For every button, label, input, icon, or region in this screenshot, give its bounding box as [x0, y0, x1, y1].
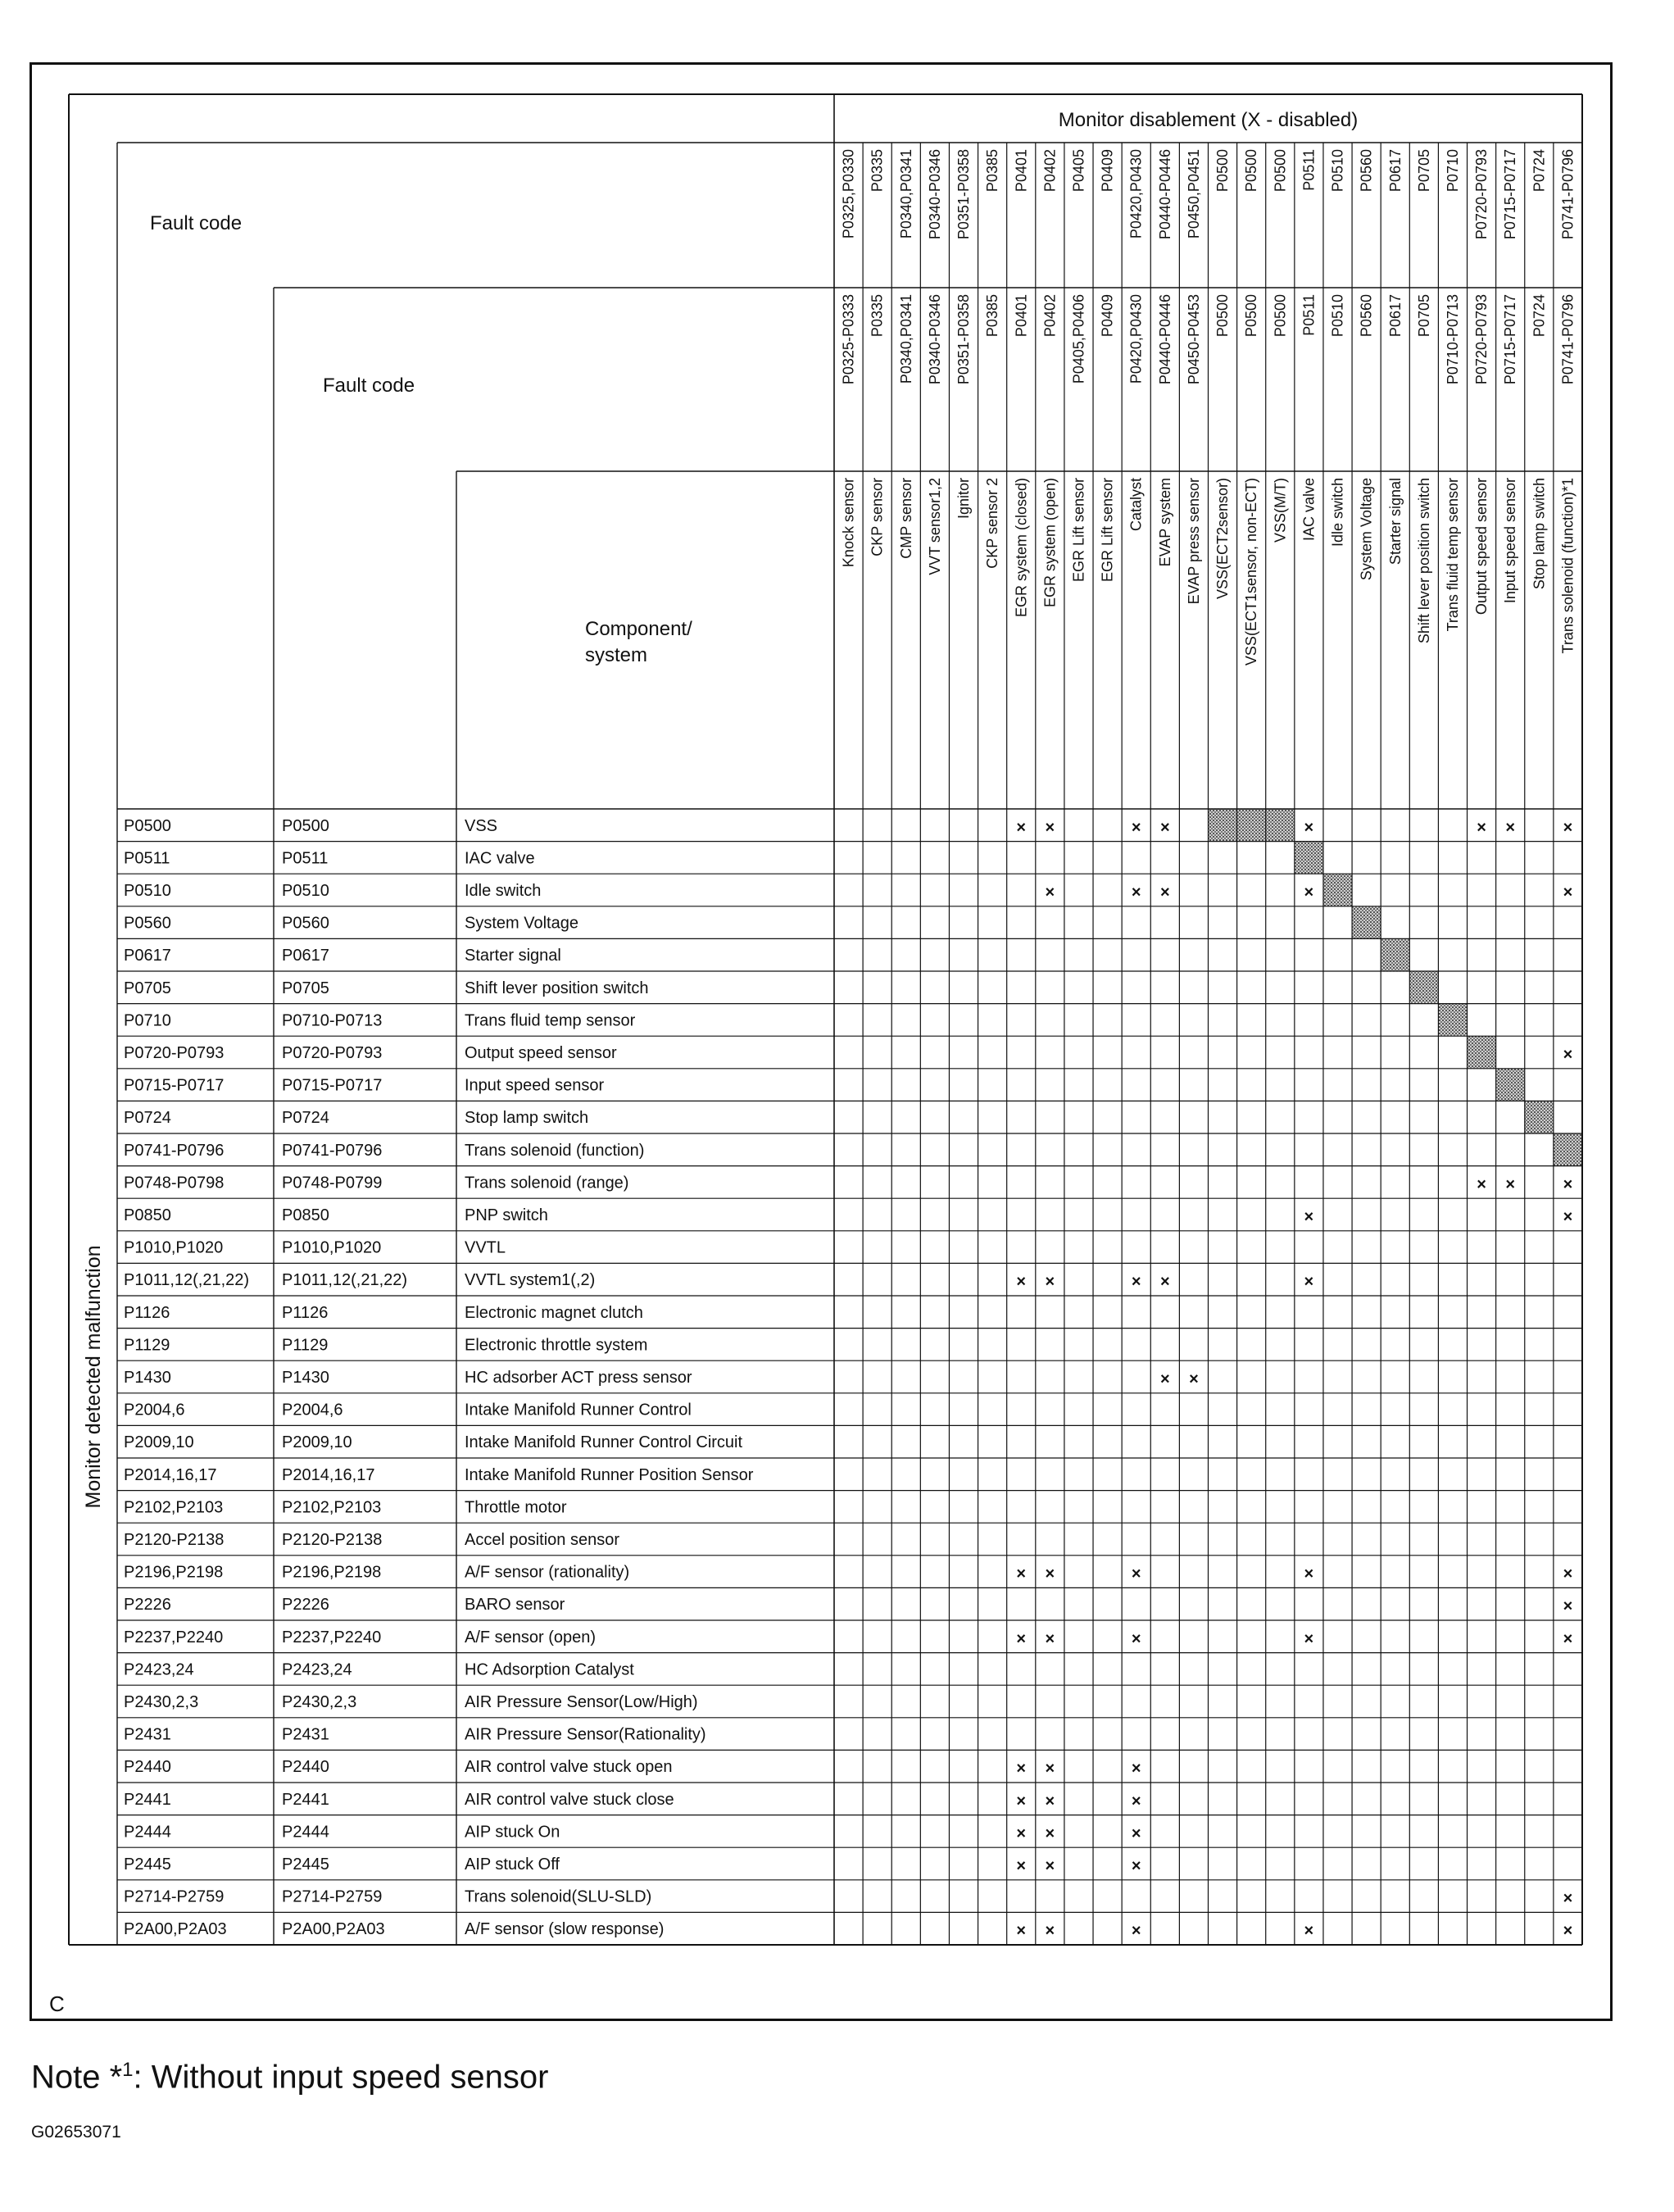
row-code-2: P2226: [282, 1596, 329, 1615]
column-code-2: P0402: [1041, 294, 1059, 338]
row-component: VVTL: [465, 1238, 506, 1257]
column-code-1: P0715-P0717: [1502, 149, 1519, 240]
row-component: Intake Manifold Runner Control: [465, 1401, 692, 1419]
disable-mark: ×: [1563, 1889, 1573, 1908]
disable-mark: ×: [1159, 1273, 1170, 1292]
column-name: Catalyst: [1127, 478, 1145, 532]
column-name: Knock sensor: [840, 478, 857, 568]
disable-mark: ×: [1304, 1922, 1314, 1941]
disable-mark: ×: [1505, 818, 1516, 837]
column-code-1: P0405: [1070, 149, 1087, 193]
row-component: IAC valve: [465, 849, 535, 868]
column-name: IAC valve: [1300, 478, 1318, 542]
frame-letter: C: [49, 1992, 65, 2016]
row-code-2: P2004,6: [282, 1401, 343, 1419]
column-name: EGR Lift sensor: [1099, 478, 1116, 583]
column-code-1: P0335: [869, 149, 886, 193]
row-component: Trans solenoid (function): [465, 1141, 645, 1160]
row-code-1: P0617: [124, 947, 171, 965]
row-code-1: P0511: [124, 849, 170, 868]
column-name: Trans solenoid (function)*1: [1559, 478, 1576, 654]
disable-mark: ×: [1563, 883, 1573, 902]
column-code-2: P0440-P0446: [1156, 294, 1173, 385]
row-component: System Voltage: [465, 914, 578, 933]
column-code-1: P0340-P0346: [926, 149, 943, 240]
column-name: EVAP system: [1156, 478, 1173, 567]
column-name: Ignitor: [955, 478, 973, 520]
row-code-1: P2430,2,3: [124, 1693, 199, 1711]
column-name: EGR system (open): [1041, 478, 1059, 608]
row-component: AIR control valve stuck open: [465, 1758, 673, 1777]
column-code-1: P0351-P0358: [955, 149, 973, 240]
column-code-1: P0401: [1013, 149, 1030, 193]
shaded-cell: [1496, 1069, 1525, 1101]
column-code-2: P0720-P0793: [1473, 294, 1490, 385]
column-name: CKP sensor 2: [984, 478, 1001, 569]
shaded-cell: [1525, 1101, 1554, 1133]
disable-mark: ×: [1045, 1792, 1055, 1810]
row-code-2: P1430: [282, 1369, 329, 1387]
disable-mark: ×: [1131, 1792, 1141, 1810]
disable-mark: ×: [1304, 1565, 1314, 1583]
column-code-1: P0741-P0796: [1559, 149, 1576, 240]
row-code-2: P2120-P2138: [282, 1531, 383, 1549]
row-component: BARO sensor: [465, 1596, 565, 1615]
row-code-1: P2423,24: [124, 1660, 194, 1679]
disable-mark: ×: [1505, 1175, 1516, 1194]
column-code-1: P0420,P0430: [1127, 149, 1145, 239]
column-name: VSS(ECT1sensor, non-ECT): [1243, 478, 1260, 666]
disable-mark: ×: [1045, 1922, 1055, 1941]
shaded-cell: [1554, 1133, 1582, 1166]
disable-mark: ×: [1563, 1208, 1573, 1226]
column-code-1: P0724: [1531, 149, 1548, 193]
disable-mark: ×: [1477, 818, 1486, 837]
disable-mark: ×: [1304, 818, 1314, 837]
row-code-2: P0748-P0799: [282, 1174, 383, 1192]
row-component: Trans solenoid(SLU-SLD): [465, 1887, 652, 1906]
column-code-1: P0705: [1415, 149, 1432, 193]
column-code-2: P0500: [1272, 294, 1289, 338]
component-label: system: [585, 644, 648, 666]
row-code-2: P1126: [282, 1303, 329, 1322]
row-code-1: P1126: [124, 1303, 170, 1322]
row-code-1: P2714-P2759: [124, 1887, 225, 1906]
column-name: System Voltage: [1358, 478, 1375, 581]
row-component: Intake Manifold Runner Position Sensor: [465, 1465, 754, 1484]
column-code-2: P0500: [1243, 294, 1260, 338]
component-label: Component/: [585, 618, 692, 640]
row-code-1: P2120-P2138: [124, 1531, 225, 1549]
row-code-1: P0720-P0793: [124, 1044, 225, 1062]
column-code-2: P0510: [1329, 294, 1346, 338]
row-code-1: P1010,P1020: [124, 1238, 224, 1257]
disable-mark: ×: [1045, 1760, 1055, 1778]
column-code-1: P0500: [1214, 149, 1232, 193]
shaded-cell: [1352, 906, 1381, 939]
row-code-1: P2441: [124, 1790, 171, 1809]
row-component: Stop lamp switch: [465, 1109, 589, 1128]
row-component: A/F sensor (rationality): [465, 1563, 630, 1582]
disable-mark: ×: [1016, 1760, 1027, 1778]
fault-code-label-1: Fault code: [150, 212, 243, 234]
disable-mark: ×: [1016, 1824, 1027, 1843]
column-code-2: P0511: [1300, 294, 1318, 336]
disable-mark: ×: [1563, 1597, 1573, 1616]
row-component: HC Adsorption Catalyst: [465, 1660, 634, 1679]
row-component: Input speed sensor: [465, 1076, 605, 1095]
fault-code-label-2: Fault code: [323, 375, 415, 397]
row-component: Shift lever position switch: [465, 979, 649, 997]
disable-mark: ×: [1477, 1175, 1486, 1194]
column-code-2: P0409: [1099, 294, 1116, 338]
column-code-2: P0724: [1531, 294, 1548, 338]
row-component: AIR Pressure Sensor(Rationality): [465, 1725, 706, 1744]
column-code-1: P0500: [1243, 149, 1260, 193]
disable-mark: ×: [1016, 818, 1027, 837]
column-name: Input speed sensor: [1502, 478, 1519, 604]
column-code-1: P0340,P0341: [897, 149, 914, 239]
column-code-1: P0617: [1386, 149, 1404, 193]
row-code-1: P0850: [124, 1206, 171, 1224]
disable-mark: ×: [1563, 1046, 1573, 1064]
row-code-2: P0850: [282, 1206, 329, 1224]
column-code-2: P0385: [984, 294, 1001, 338]
disable-mark: ×: [1563, 1565, 1573, 1583]
row-code-1: P0748-P0798: [124, 1174, 225, 1192]
row-component: VVTL system1(,2): [465, 1271, 596, 1290]
row-code-2: P0500: [282, 816, 329, 835]
row-code-2: P0511: [282, 849, 329, 868]
row-code-1: P0500: [124, 816, 171, 835]
row-code-1: P1129: [124, 1336, 170, 1355]
shaded-cell: [1409, 971, 1438, 1004]
disable-mark: ×: [1131, 1565, 1141, 1583]
row-code-1: P2102,P2103: [124, 1498, 224, 1517]
row-component: Intake Manifold Runner Control Circuit: [465, 1433, 743, 1452]
row-code-1: P0741-P0796: [124, 1141, 225, 1160]
row-code-1: P0705: [124, 979, 171, 997]
disable-mark: ×: [1563, 1629, 1573, 1648]
row-code-2: P2A00,P2A03: [282, 1920, 385, 1939]
monitor-header: Monitor disablement (X - disabled): [1058, 109, 1359, 131]
column-name: Output speed sensor: [1473, 478, 1490, 615]
column-name: Starter signal: [1386, 478, 1404, 565]
column-code-1: P0710: [1444, 149, 1461, 193]
footnote-prefix: Note *: [31, 2059, 123, 2096]
shaded-cell: [1323, 874, 1352, 906]
disable-mark: ×: [1131, 1760, 1141, 1778]
column-code-1: P0325,P0330: [840, 149, 857, 239]
row-component: Accel position sensor: [465, 1531, 619, 1549]
shaded-cell: [1381, 938, 1409, 971]
column-code-1: P0511: [1300, 149, 1318, 191]
row-code-1: P2A00,P2A03: [124, 1920, 227, 1939]
disable-mark: ×: [1159, 1370, 1170, 1388]
disable-mark: ×: [1189, 1370, 1199, 1388]
disable-mark: ×: [1016, 1792, 1027, 1810]
column-code-1: P0720-P0793: [1473, 149, 1490, 240]
row-component: Trans fluid temp sensor: [465, 1011, 636, 1030]
row-code-2: P2431: [282, 1725, 329, 1744]
row-code-2: P2423,24: [282, 1660, 352, 1679]
column-code-2: P0335: [869, 294, 886, 338]
disable-mark: ×: [1563, 1175, 1573, 1194]
column-code-2: P0705: [1415, 294, 1432, 338]
column-code-2: P0340-P0346: [926, 294, 943, 385]
column-code-2: P0420,P0430: [1127, 294, 1145, 384]
column-name: CKP sensor: [869, 478, 886, 556]
row-component: A/F sensor (open): [465, 1628, 597, 1647]
row-code-1: P2431: [124, 1725, 171, 1744]
row-component: Idle switch: [465, 882, 542, 900]
disable-mark: ×: [1045, 1273, 1055, 1292]
shaded-cell: [1209, 809, 1237, 842]
row-code-2: P2444: [282, 1823, 329, 1842]
row-code-2: P2102,P2103: [282, 1498, 382, 1517]
disable-mark: ×: [1563, 818, 1573, 837]
shaded-cell: [1237, 809, 1266, 842]
row-component: AIR Pressure Sensor(Low/High): [465, 1693, 698, 1711]
disable-mark: ×: [1045, 1857, 1055, 1875]
shaded-cell: [1468, 1036, 1496, 1069]
disable-mark: ×: [1131, 1857, 1141, 1875]
column-code-2: P0325-P0333: [840, 294, 857, 385]
row-code-1: P0710: [124, 1011, 171, 1030]
disable-mark: ×: [1131, 1273, 1141, 1292]
row-component: AIR control valve stuck close: [465, 1790, 674, 1809]
row-component: Electronic throttle system: [465, 1336, 648, 1355]
column-name: Trans fluid temp sensor: [1444, 478, 1461, 632]
column-code-1: P0402: [1041, 149, 1059, 193]
row-code-1: P1011,12(,21,22): [124, 1271, 250, 1290]
column-name: EVAP press sensor: [1185, 478, 1202, 605]
disable-mark: ×: [1045, 1629, 1055, 1648]
row-code-2: P0720-P0793: [282, 1044, 383, 1062]
column-name: EGR Lift sensor: [1070, 478, 1087, 583]
column-code-2: P0401: [1013, 294, 1030, 338]
column-name: VVT sensor1,2: [926, 478, 943, 575]
row-component: Trans solenoid (range): [465, 1174, 629, 1192]
column-name: Stop lamp switch: [1531, 478, 1548, 590]
row-code-1: P2226: [124, 1596, 171, 1615]
row-code-2: P0724: [282, 1109, 329, 1128]
row-code-1: P2196,P2198: [124, 1563, 224, 1582]
column-code-2: P0710-P0713: [1444, 294, 1461, 385]
shaded-cell: [1438, 1004, 1467, 1037]
disable-mark: ×: [1304, 1273, 1314, 1292]
disable-mark: ×: [1016, 1629, 1027, 1648]
row-code-1: P2444: [124, 1823, 171, 1842]
row-component: AIP stuck Off: [465, 1855, 560, 1874]
row-code-1: P2014,16,17: [124, 1465, 217, 1484]
column-code-1: P0409: [1099, 149, 1116, 193]
row-component: AIP stuck On: [465, 1823, 560, 1842]
disable-mark: ×: [1016, 1857, 1027, 1875]
column-name: VSS(M/T): [1272, 478, 1289, 543]
disable-mark: ×: [1016, 1922, 1027, 1941]
row-code-2: P0560: [282, 914, 329, 933]
disable-mark: ×: [1016, 1565, 1027, 1583]
row-code-1: P2440: [124, 1758, 171, 1777]
row-code-2: P2196,P2198: [282, 1563, 382, 1582]
row-component: Starter signal: [465, 947, 561, 965]
row-code-1: P2009,10: [124, 1433, 194, 1452]
disable-mark: ×: [1016, 1273, 1027, 1292]
column-code-1: P0440-P0446: [1156, 149, 1173, 240]
column-code-2: P0450-P0453: [1185, 294, 1202, 385]
column-code-2: P0405,P0406: [1070, 294, 1087, 384]
row-component: HC adsorber ACT press sensor: [465, 1369, 692, 1387]
shaded-cell: [1266, 809, 1295, 842]
row-code-2: P0617: [282, 947, 329, 965]
column-name: EGR system (closed): [1013, 478, 1030, 618]
disable-mark: ×: [1304, 883, 1314, 902]
disable-mark: ×: [1131, 818, 1141, 837]
row-code-1: P2004,6: [124, 1401, 185, 1419]
column-name: CMP sensor: [897, 478, 914, 559]
column-code-2: P0340,P0341: [897, 294, 914, 384]
column-code-1: P0500: [1272, 149, 1289, 193]
column-code-2: P0560: [1358, 294, 1375, 338]
row-code-1: P0715-P0717: [124, 1076, 225, 1095]
column-code-1: P0510: [1329, 149, 1346, 193]
figure-id: G02653071: [31, 2123, 121, 2142]
disable-mark: ×: [1563, 1922, 1573, 1941]
disable-mark: ×: [1159, 818, 1170, 837]
row-component: VSS: [465, 816, 498, 835]
footnote: [31, 2059, 548, 2096]
disable-mark: ×: [1159, 883, 1170, 902]
side-label: Monitor detected malfunction: [82, 1245, 105, 1509]
row-code-2: P0705: [282, 979, 329, 997]
disable-mark: ×: [1304, 1208, 1314, 1226]
row-code-1: P0724: [124, 1109, 171, 1128]
disable-mark: ×: [1045, 818, 1055, 837]
row-code-2: P2441: [282, 1790, 329, 1809]
row-component: Electronic magnet clutch: [465, 1303, 643, 1322]
row-code-2: P2430,2,3: [282, 1693, 357, 1711]
footnote-text: : Without input speed sensor: [133, 2059, 549, 2096]
disable-mark: ×: [1045, 883, 1055, 902]
column-code-1: P0385: [984, 149, 1001, 193]
row-code-2: P0510: [282, 882, 329, 900]
column-code-2: P0741-P0796: [1559, 294, 1576, 385]
column-code-2: P0617: [1386, 294, 1404, 338]
row-code-2: P0715-P0717: [282, 1076, 383, 1095]
column-code-2: P0351-P0358: [955, 294, 973, 385]
row-code-1: P2237,P2240: [124, 1628, 224, 1647]
row-component: A/F sensor (slow response): [465, 1920, 665, 1939]
column-code-1: P0450,P0451: [1185, 149, 1202, 239]
row-code-2: P2445: [282, 1855, 329, 1874]
row-code-2: P1010,P1020: [282, 1238, 382, 1257]
row-code-1: P1430: [124, 1369, 171, 1387]
row-code-2: P2009,10: [282, 1433, 352, 1452]
row-component: PNP switch: [465, 1206, 548, 1224]
column-code-2: P0715-P0717: [1502, 294, 1519, 385]
footnote-marker: 1: [122, 2059, 134, 2081]
row-code-1: P2445: [124, 1855, 171, 1874]
disable-mark: ×: [1131, 1629, 1141, 1648]
disable-mark: ×: [1045, 1824, 1055, 1843]
row-code-2: P0710-P0713: [282, 1011, 383, 1030]
row-code-1: P0560: [124, 914, 171, 933]
disable-mark: ×: [1045, 1565, 1055, 1583]
disable-mark: ×: [1131, 1824, 1141, 1843]
row-code-1: P0510: [124, 882, 171, 900]
row-code-2: P1011,12(,21,22): [282, 1271, 408, 1290]
column-code-2: P0500: [1214, 294, 1232, 338]
row-code-2: P1129: [282, 1336, 329, 1355]
row-code-2: P2440: [282, 1758, 329, 1777]
column-code-1: P0560: [1358, 149, 1375, 193]
disable-mark: ×: [1131, 1922, 1141, 1941]
disable-mark: ×: [1131, 883, 1141, 902]
column-name: VSS(ECT2sensor): [1214, 478, 1232, 600]
row-code-2: P2714-P2759: [282, 1887, 383, 1906]
row-code-2: P0741-P0796: [282, 1141, 383, 1160]
row-component: Throttle motor: [465, 1498, 567, 1517]
column-name: Idle switch: [1329, 478, 1346, 547]
shaded-cell: [1295, 842, 1323, 874]
column-name: Shift lever position switch: [1415, 478, 1432, 644]
row-code-2: P2014,16,17: [282, 1465, 375, 1484]
disable-mark: ×: [1304, 1629, 1314, 1648]
row-component: Output speed sensor: [465, 1044, 617, 1062]
row-code-2: P2237,P2240: [282, 1628, 382, 1647]
